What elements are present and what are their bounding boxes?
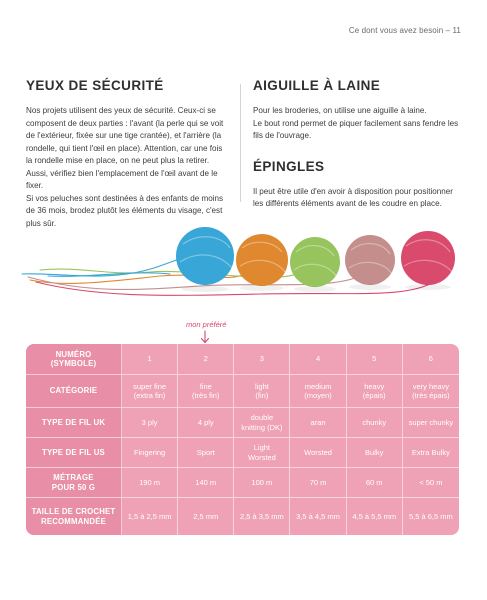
row-header: TAILLE DE CROCHET RECOMMANDÉE [26, 498, 122, 535]
table-cell: 1 [122, 344, 178, 375]
table-cell: aran [290, 408, 346, 438]
table-cell: 3 ply [122, 408, 178, 438]
pins-title: ÉPINGLES [253, 158, 325, 174]
table-cell: fine (très fin) [178, 375, 234, 408]
yarn-ball-mauve [345, 235, 395, 285]
strand-blue [22, 254, 200, 276]
table-cell: 5,5 à 6,5 mm [409, 511, 453, 521]
running-header: Ce dont vous avez besoin – 11 [348, 26, 461, 35]
table-cell: 5 [347, 344, 403, 375]
favorite-annotation: mon préféré [186, 320, 227, 329]
table-cell: 3,5 à 4,5 mm [290, 498, 346, 535]
row-us-type [26, 438, 459, 468]
table-cell: 6 [403, 344, 459, 375]
row-header: TYPE DE FIL US [26, 438, 122, 468]
row-header: MÉTRAGE POUR 50 G [26, 468, 122, 498]
table-cell: Extra Bulky [403, 438, 459, 468]
table-cell: very heavy (très épais) [403, 375, 459, 408]
yarn-weight-table [26, 344, 459, 535]
table-cell: 100 m [234, 468, 290, 498]
table-cell: medium (moyen) [290, 375, 346, 408]
table-cell: light (fin) [234, 375, 290, 408]
table-cell: 140 m [178, 468, 234, 498]
table-cell: 2,5 à 3,5 mm [234, 498, 290, 535]
down-arrow-icon [200, 330, 210, 344]
table-cell: 60 m [347, 468, 403, 498]
column-divider [240, 84, 241, 202]
row-length [26, 468, 459, 498]
table-cell: Worsted [290, 438, 346, 468]
table-cell: < 50 m [403, 468, 459, 498]
table-cell: 190 m [122, 468, 178, 498]
row-header: NUMÉRO (SYMBOLE) [26, 344, 122, 375]
yarn-needle-title: AIGUILLE À LAINE [253, 78, 381, 93]
table-cell: 2 [178, 344, 234, 375]
table-cell: super fine (extra fin) [122, 375, 178, 408]
table-cell: 3 [234, 344, 290, 375]
table-cell: super chunky [403, 408, 459, 438]
yarn-ball-green [290, 237, 340, 287]
table-cell: Fingering [122, 438, 178, 468]
row-uk-type [26, 408, 459, 438]
safety-eyes-text: Nos projets utilisent des yeux de sécurité. Ceux-ci se composent de deux parties : l'avant (la perle qui se voit de l'extérieur, fixée sur une tige crantée), et l'arrière (la rondelle, qui tient l'œil en place). Attention, car une fois la rondelle mise en place, on ne peut plus la retirer. Aussi, vérifiez bien l'emplacement de l'œil avant de le fixer. Si vos peluches sont destinées à des enfants de moins de 36 mois, brodez plutôt les éléments du visage, c'est plus sûr. [26, 106, 224, 228]
table-cell: Sport [178, 438, 234, 468]
yarn-ball-blue [176, 227, 234, 285]
row-header: CATÉGORIE [26, 375, 122, 408]
table-cell: Bulky [347, 438, 403, 468]
table-cell: double knitting (DK) [234, 408, 290, 438]
table-cell: chunky [347, 408, 403, 438]
pins-text: Il peut être utile d'en avoir à disposition pour positionner les différents éléments avant de les coudre en place. [253, 186, 453, 208]
table-cell: 4 [290, 344, 346, 375]
safety-eyes-title: YEUX DE SÉCURITÉ [26, 78, 164, 93]
row-hook-size [26, 498, 459, 535]
table-cell: 70 m [290, 468, 346, 498]
yarn-needle-text: Pour les broderies, on utilise une aiguille à laine. Le bout rond permet de piquer facilement sans fendre les fils de l'ouvrage. [253, 106, 459, 140]
row-number [26, 344, 459, 375]
table-cell: 4 ply [178, 408, 234, 438]
row-header: TYPE DE FIL UK [26, 408, 122, 438]
table-cell: 1,5 à 2,5 mm [122, 498, 178, 535]
table-cell: 4,5 à 5,5 mm [347, 498, 403, 535]
needle-pins-section [253, 78, 463, 223]
table-cell: 2,5 mm [178, 498, 234, 535]
yarn-balls-photo [0, 214, 487, 306]
yarn-ball-pink [401, 231, 455, 285]
table-cell: Light Worsted [234, 438, 290, 468]
table-cell: heavy (épais) [347, 375, 403, 408]
row-category [26, 375, 459, 408]
